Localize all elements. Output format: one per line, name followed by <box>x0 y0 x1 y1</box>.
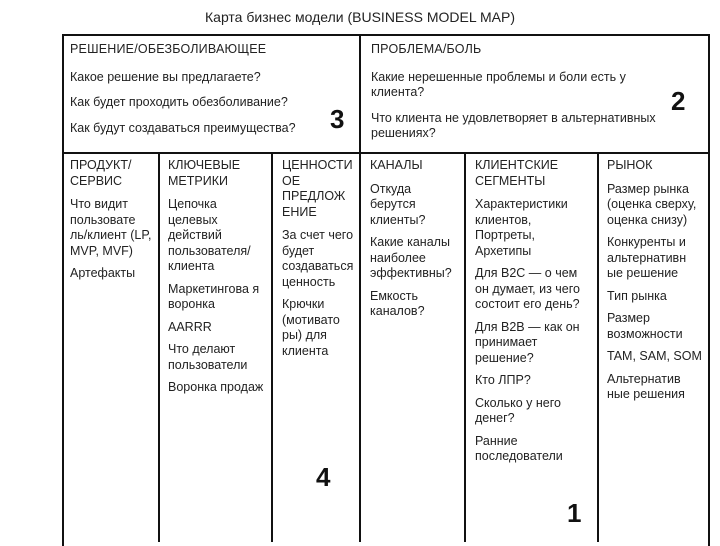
column-header: ПРОДУКТ/ СЕРВИС <box>70 158 132 188</box>
column-item: Какие каналы наиболее эффективны? <box>370 235 452 280</box>
column-value <box>282 158 356 366</box>
column-item: Сколько у него денег? <box>475 395 561 425</box>
column-item: Что видит пользовате ль/клиент (LP, MVP, MVF) <box>70 197 152 258</box>
column-item: Размер возможности <box>607 311 683 341</box>
column-item: Для B2C — о чем он думает, из чего состоит его день? <box>475 266 580 311</box>
column-metrics <box>168 158 268 403</box>
column-divider <box>158 152 160 542</box>
column-item: Что делают пользователи <box>168 342 248 372</box>
problem-box <box>371 42 663 149</box>
solution-item: Как будет проходить обезболивание? <box>70 95 288 109</box>
problem-header: ПРОБЛЕМА/БОЛЬ <box>371 42 482 56</box>
column-item: TAM, SAM, SOM <box>607 349 702 363</box>
column-item: Для B2B — как он принимает решение? <box>475 319 580 365</box>
column-item: Крючки (мотивато ры) для клиента <box>282 297 340 358</box>
column-header: КЛИЕНТСКИЕ СЕГМЕНТЫ <box>475 158 559 188</box>
page-title: Карта бизнес модели (BUSINESS MODEL MAP) <box>205 9 515 25</box>
column-divider <box>597 152 599 542</box>
column-item: Маркетингова я воронка <box>168 281 260 311</box>
column-item: Воронка продаж <box>168 380 264 394</box>
column-item: Кто ЛПР? <box>475 373 531 387</box>
column-item: Размер рынка (оценка сверху, оценка снизу) <box>607 181 697 227</box>
column-item: AARRR <box>168 319 212 334</box>
section-number-2: 2 <box>671 86 686 116</box>
solution-item: Какое решение вы предлагаете? <box>70 69 261 84</box>
problem-item: Какие нерешенные проблемы и боли есть у клиента? <box>371 69 626 99</box>
column-item: Цепочка целевых действий пользователя/ клиента <box>168 197 251 273</box>
column-header: ЦЕННОСТИ ОЕ ПРЕДЛОЖ ЕНИЕ <box>282 158 353 219</box>
column-item: Конкуренты и альтернативн ые решение <box>607 235 687 280</box>
column-header: КЛЮЧЕВЫЕ МЕТРИКИ <box>168 158 241 188</box>
column-item: Откуда берутся клиенты? <box>370 181 426 227</box>
section-number-1: 1 <box>567 498 582 528</box>
column-item: Артефакты <box>70 266 136 280</box>
problem-item: Что клиента не удовлетворяет в альтернативных решениях? <box>371 110 656 140</box>
column-item: Тип рынка <box>607 288 667 303</box>
solution-item: Как будут создаваться преимущества? <box>70 120 296 135</box>
column-segments <box>475 158 593 472</box>
column-item: Емкость каналов? <box>370 288 425 318</box>
column-header: КАНАЛЫ <box>370 158 423 172</box>
section-number-4: 4 <box>316 462 331 492</box>
column-header: РЫНОК <box>607 158 653 172</box>
column-item: Характеристики клиентов, Портреты, Архетипы <box>475 197 568 258</box>
solution-header: РЕШЕНИЕ/ОБЕЗБОЛИВАЮЩЕЕ <box>70 42 267 56</box>
column-divider <box>271 152 273 542</box>
column-item: Альтернатив ные решения <box>607 371 685 401</box>
solution-box <box>70 42 354 143</box>
column-product <box>70 158 154 289</box>
top-vertical-divider <box>359 34 361 152</box>
section-number-3: 3 <box>330 104 345 134</box>
column-divider <box>464 152 466 542</box>
column-market <box>607 158 703 410</box>
column-channels <box>370 158 460 327</box>
column-item: Ранние последователи <box>475 433 563 463</box>
column-item: За счет чего будет создаваться ценность <box>282 228 354 289</box>
column-divider <box>359 152 361 542</box>
